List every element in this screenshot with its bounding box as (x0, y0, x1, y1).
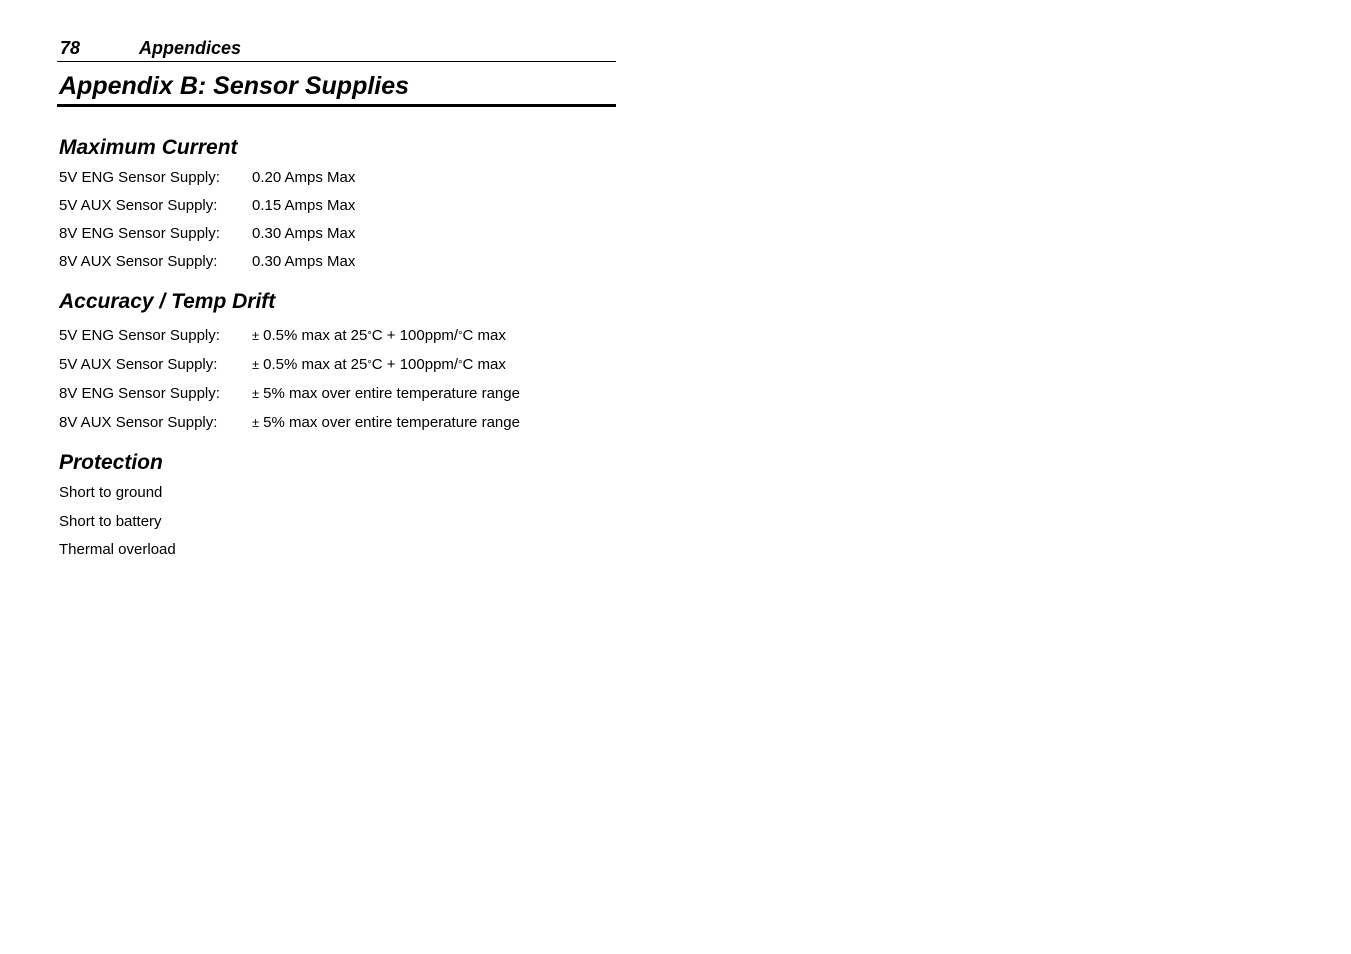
list-item: Thermal overload (59, 541, 176, 558)
accuracy-text: C + 100ppm/ (371, 327, 459, 344)
accuracy-text: 5% max over entire temperature range (263, 414, 520, 431)
spec-value (252, 350, 506, 379)
spec-label: 8V ENG Sensor Supply: (59, 385, 220, 402)
spec-label: 5V ENG Sensor Supply: (59, 169, 220, 186)
spec-row (57, 321, 616, 350)
spec-row (57, 192, 616, 220)
maximum-current-list (57, 164, 616, 276)
spec-value (252, 379, 520, 408)
protection-list (57, 479, 616, 565)
accuracy-text: C + 100ppm/ (371, 356, 459, 373)
spec-value: 0.30 Amps Max (252, 225, 356, 242)
accuracy-text: 0.5% max at 25 (263, 356, 368, 373)
document-page (57, 36, 616, 565)
spec-label: 5V AUX Sensor Supply: (59, 197, 218, 214)
plus-minus-symbol: ± (252, 386, 260, 401)
list-item: Short to ground (59, 484, 163, 501)
spec-row (57, 350, 616, 379)
spec-value (252, 321, 506, 350)
spec-row (57, 248, 616, 276)
spec-label: 8V AUX Sensor Supply: (59, 253, 218, 270)
spec-label: 5V AUX Sensor Supply: (59, 356, 218, 373)
spec-row (57, 164, 616, 192)
degree-symbol: ° (458, 359, 463, 371)
degree-symbol: ° (458, 330, 463, 342)
plus-minus-symbol: ± (252, 357, 260, 372)
degree-symbol: ° (367, 359, 372, 371)
accuracy-text: C max (462, 356, 506, 373)
spec-value: 0.30 Amps Max (252, 253, 356, 270)
accuracy-list (57, 321, 616, 437)
list-item: Short to battery (59, 512, 162, 530)
page-title: Appendix B: Sensor Supplies (57, 62, 616, 107)
section-heading-accuracy: Accuracy / Temp Drift (59, 290, 276, 313)
degree-symbol: ° (367, 330, 372, 342)
spec-label: 5V ENG Sensor Supply: (59, 327, 220, 344)
accuracy-text: C max (462, 327, 506, 344)
spec-row (57, 220, 616, 248)
spec-row (57, 379, 616, 408)
page-number: 78 (60, 38, 81, 58)
running-header-section: Appendices (139, 38, 242, 58)
spec-value: 0.20 Amps Max (252, 169, 356, 186)
accuracy-text: 0.5% max at 25 (263, 327, 368, 344)
accuracy-text: 5% max over entire temperature range (263, 385, 520, 402)
spec-value: 0.15 Amps Max (252, 197, 356, 214)
spec-label: 8V ENG Sensor Supply: (59, 225, 220, 242)
spec-row (57, 408, 616, 437)
running-header (57, 36, 616, 62)
section-heading-protection: Protection (59, 451, 163, 474)
plus-minus-symbol: ± (252, 328, 260, 343)
spec-value (252, 408, 520, 437)
section-heading-maximum-current: Maximum Current (59, 136, 238, 159)
plus-minus-symbol: ± (252, 415, 260, 430)
spec-label: 8V AUX Sensor Supply: (59, 414, 218, 431)
